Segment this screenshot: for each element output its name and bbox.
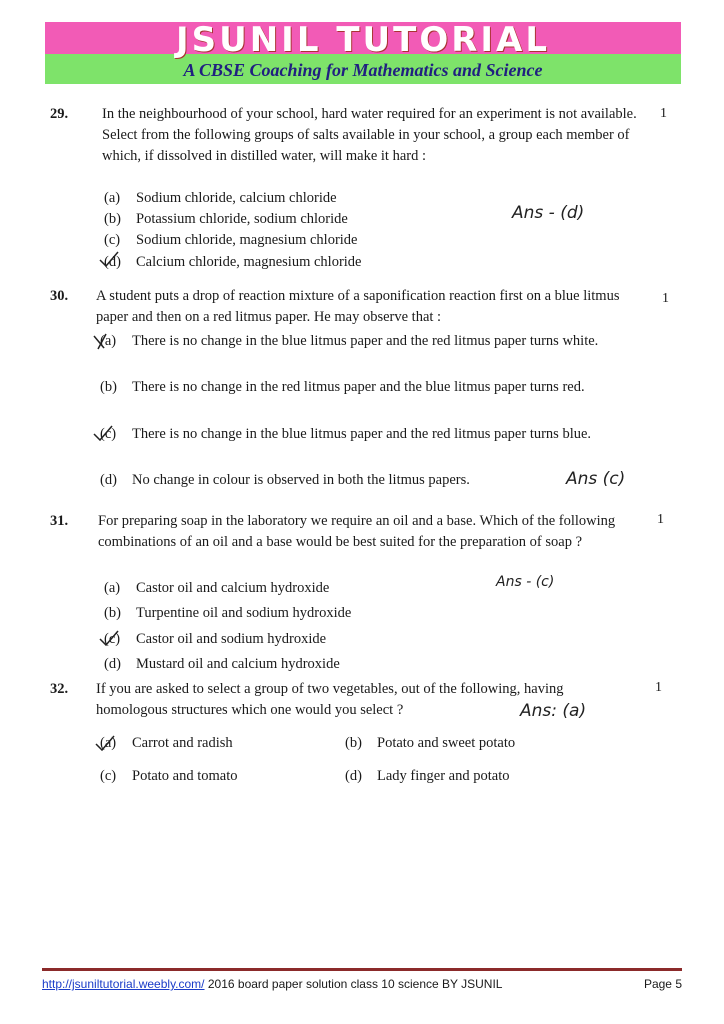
question-marks: 1: [662, 291, 669, 306]
option-label: (c): [100, 426, 117, 442]
tick-mark-icon: [94, 734, 116, 752]
option-a: [100, 733, 233, 754]
option-c: [100, 424, 640, 445]
option-label: (a): [100, 735, 117, 751]
question-text: For preparing soap in the laboratory we require an oil and a base. Which of the following combinations of an oil and a base would be best suited for the preparation of soap ?: [98, 513, 616, 550]
option-label: (d): [104, 656, 121, 672]
option-c: [100, 766, 238, 787]
option-d: [345, 766, 509, 787]
question-number: 31.: [50, 513, 69, 529]
footer-link[interactable]: http://jsuniltutorial.weebly.com/: [42, 977, 205, 991]
option-text: Lady finger and potato: [377, 768, 510, 784]
page-number: Page 5: [643, 977, 682, 991]
option-text: Potato and tomato: [132, 768, 238, 784]
question-30: [50, 286, 650, 328]
option-c: [104, 230, 358, 251]
option-d: [100, 470, 470, 491]
option-label: (b): [100, 379, 117, 395]
option-label: (b): [104, 211, 121, 227]
option-d: [104, 654, 340, 675]
banner-subtitle: A CBSE Coaching for Mathematics and Science: [183, 60, 543, 80]
option-text: Turpentine oil and sodium hydroxide: [136, 605, 352, 621]
option-text: Sodium chloride, magnesium chloride: [136, 232, 358, 248]
banner-title: JSUNIL TUTORIAL: [175, 20, 551, 60]
question-number: 29.: [50, 106, 69, 122]
footer: [42, 977, 682, 991]
option-a: [100, 331, 640, 352]
option-text: There is no change in the blue litmus paper and the red litmus paper turns blue.: [132, 426, 592, 442]
option-a: [104, 578, 329, 599]
option-b: [100, 377, 640, 398]
tick-mark-icon: [98, 629, 120, 647]
option-label: (d): [104, 254, 121, 270]
option-label: (c): [104, 232, 121, 248]
option-d: [104, 252, 362, 273]
handwritten-answer: Ans - (c): [496, 574, 555, 590]
question-29: [50, 104, 650, 167]
tick-mark-icon: [98, 250, 120, 268]
option-text: There is no change in the blue litmus paper and the red litmus paper turns white.: [132, 333, 599, 349]
option-b: [104, 209, 348, 230]
option-text: Potassium chloride, sodium chloride: [136, 211, 348, 227]
option-label: (c): [100, 768, 117, 784]
option-label: (a): [100, 333, 117, 349]
option-label: (b): [104, 605, 121, 621]
option-text: Carrot and radish: [132, 735, 233, 751]
option-label: (d): [100, 472, 117, 488]
option-text: Calcium chloride, magnesium chloride: [136, 254, 362, 270]
option-text: There is no change in the red litmus paper and the blue litmus paper turns red.: [132, 379, 585, 395]
question-number: 30.: [50, 288, 69, 304]
option-label: (d): [345, 768, 362, 784]
option-label: (c): [104, 631, 121, 647]
option-label: (a): [104, 190, 121, 206]
option-text: Castor oil and calcium hydroxide: [136, 580, 330, 596]
question-marks: 1: [660, 106, 667, 121]
question-text: A student puts a drop of reaction mixture of a saponification reaction first on a blue litmus paper and then on a red litmus paper. He may observe that :: [96, 288, 620, 325]
handwritten-answer: Ans (c): [566, 469, 626, 489]
handwritten-answer: Ans: (a): [520, 701, 587, 721]
question-31: [50, 511, 650, 553]
option-label: (a): [104, 580, 121, 596]
tick-mark-icon: [92, 424, 114, 442]
option-b: [345, 733, 515, 754]
footer-divider: [42, 968, 682, 971]
question-marks: 1: [655, 680, 662, 695]
option-c: [104, 629, 326, 650]
question-number: 32.: [50, 681, 69, 697]
question-marks: 1: [657, 512, 664, 527]
header-banner: [45, 22, 681, 84]
option-text: Potato and sweet potato: [377, 735, 516, 751]
option-text: Sodium chloride, calcium chloride: [136, 190, 337, 206]
handwritten-answer: Ans - (d): [512, 203, 585, 223]
option-a: [104, 188, 337, 209]
cross-mark-icon: [92, 332, 114, 350]
question-text: In the neighbourhood of your school, hard water required for an experiment is not available. Select from the following groups of salts available in your school, a group each member of which, if dissolved in distilled water, will make it hard :: [102, 106, 637, 164]
option-b: [104, 603, 351, 624]
option-text: Castor oil and sodium hydroxide: [136, 631, 327, 647]
question-text: If you are asked to select a group of two vegetables, out of the following, having homologous structures which one would you select ?: [96, 681, 564, 718]
option-label: (b): [345, 735, 362, 751]
option-text: Mustard oil and calcium hydroxide: [136, 656, 340, 672]
option-text: No change in colour is observed in both the litmus papers.: [132, 472, 470, 488]
footer-text: 2016 board paper solution class 10 science BY JSUNIL: [207, 977, 503, 991]
